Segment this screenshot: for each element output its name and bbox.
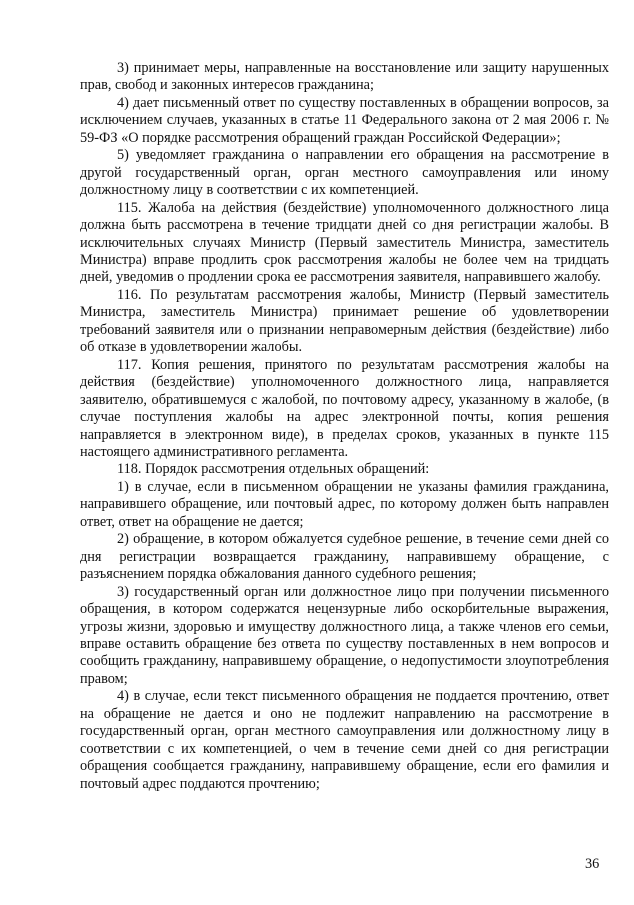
paragraph-item-3: 3) принимает меры, направленные на восстановление или защиту нарушенных прав, свобод и законных интересов гражданина; — [80, 60, 609, 94]
document-body — [80, 60, 609, 793]
paragraph-section-117: 117. Копия решения, принятого по результатам рассмотрения жалобы на действия (бездействие) уполномоченного должностного лица, направляется заявителю, обратившемуся с жалобой, по почтовому адресу, указанному в жалобе, (в случае поступления жалобы на адрес электронной почты, копия решения направляется в электронном виде), в пределах сроков, указанных в пункте 115 настоящего административного регламента. — [80, 356, 609, 460]
page-number: 36 — [585, 856, 600, 872]
paragraph-118-item-3: 3) государственный орган или должностное лицо при получении письменного обращения, в котором содержатся нецензурные либо оскорбительные выражения, угрозы жизни, здоровью и имуществу должностного лица, а также членов его семьи, вправе оставить обращение без ответа по существу поставленных в нем вопросов и сообщить гражданину, направившему обращение, о недопустимости злоупотребления правом; — [80, 583, 609, 687]
paragraph-section-115: 115. Жалоба на действия (бездействие) уполномоченного должностного лица должна быть рассмотрена в течение тридцати дней со дня регистрации жалобы. В исключительных случаях Министр (Первый заместитель Министра, заместитель Министра) вправе продлить срок рассмотрения жалобы не более чем на тридцать дней, уведомив о продлении срока ее рассмотрения заявителя, направившего жалобу. — [80, 199, 609, 286]
paragraph-item-4: 4) дает письменный ответ по существу поставленных в обращении вопросов, за исключением случаев, указанных в статье 11 Федерального закона от 2 мая 2006 г. № 59-ФЗ «О порядке рассмотрения обращений граждан Российской Федерации»; — [80, 94, 609, 146]
paragraph-item-5: 5) уведомляет гражданина о направлении его обращения на рассмотрение в другой государственный орган, орган местного самоуправления или иному должностному лицу в соответствии с их компетенцией. — [80, 147, 609, 199]
paragraph-118-item-4: 4) в случае, если текст письменного обращения не поддается прочтению, ответ на обращение не дается и оно не подлежит направлению на рассмотрение в государственный орган, орган местного самоуправления или должностному лицу в соответствии с их компетенцией, о чем в течение семи дней со дня регистрации обращения сообщается гражданину, направившему обращение, если его фамилия и почтовый адрес поддаются прочтению; — [80, 688, 609, 792]
paragraph-118-item-2: 2) обращение, в котором обжалуется судебное решение, в течение семи дней со дня регистрации возвращается гражданину, направившему обращение, с разъяснением порядка обжалования данного судебного решения; — [80, 531, 609, 583]
paragraph-118-item-1: 1) в случае, если в письменном обращении не указаны фамилия гражданина, направившего обращение, или почтовый адрес, по которому должен быть направлен ответ, ответ на обращение не дается; — [80, 478, 609, 530]
paragraph-section-118: 118. Порядок рассмотрения отдельных обращений: — [117, 461, 430, 478]
paragraph-section-116: 116. По результатам рассмотрения жалобы, Министр (Первый заместитель Министра, заместитель Министра) принимает решение об удовлетворении требований заявителя или о признании неправомерным действия (бездействие) либо об отказе в удовлетворении жалобы. — [80, 286, 609, 356]
